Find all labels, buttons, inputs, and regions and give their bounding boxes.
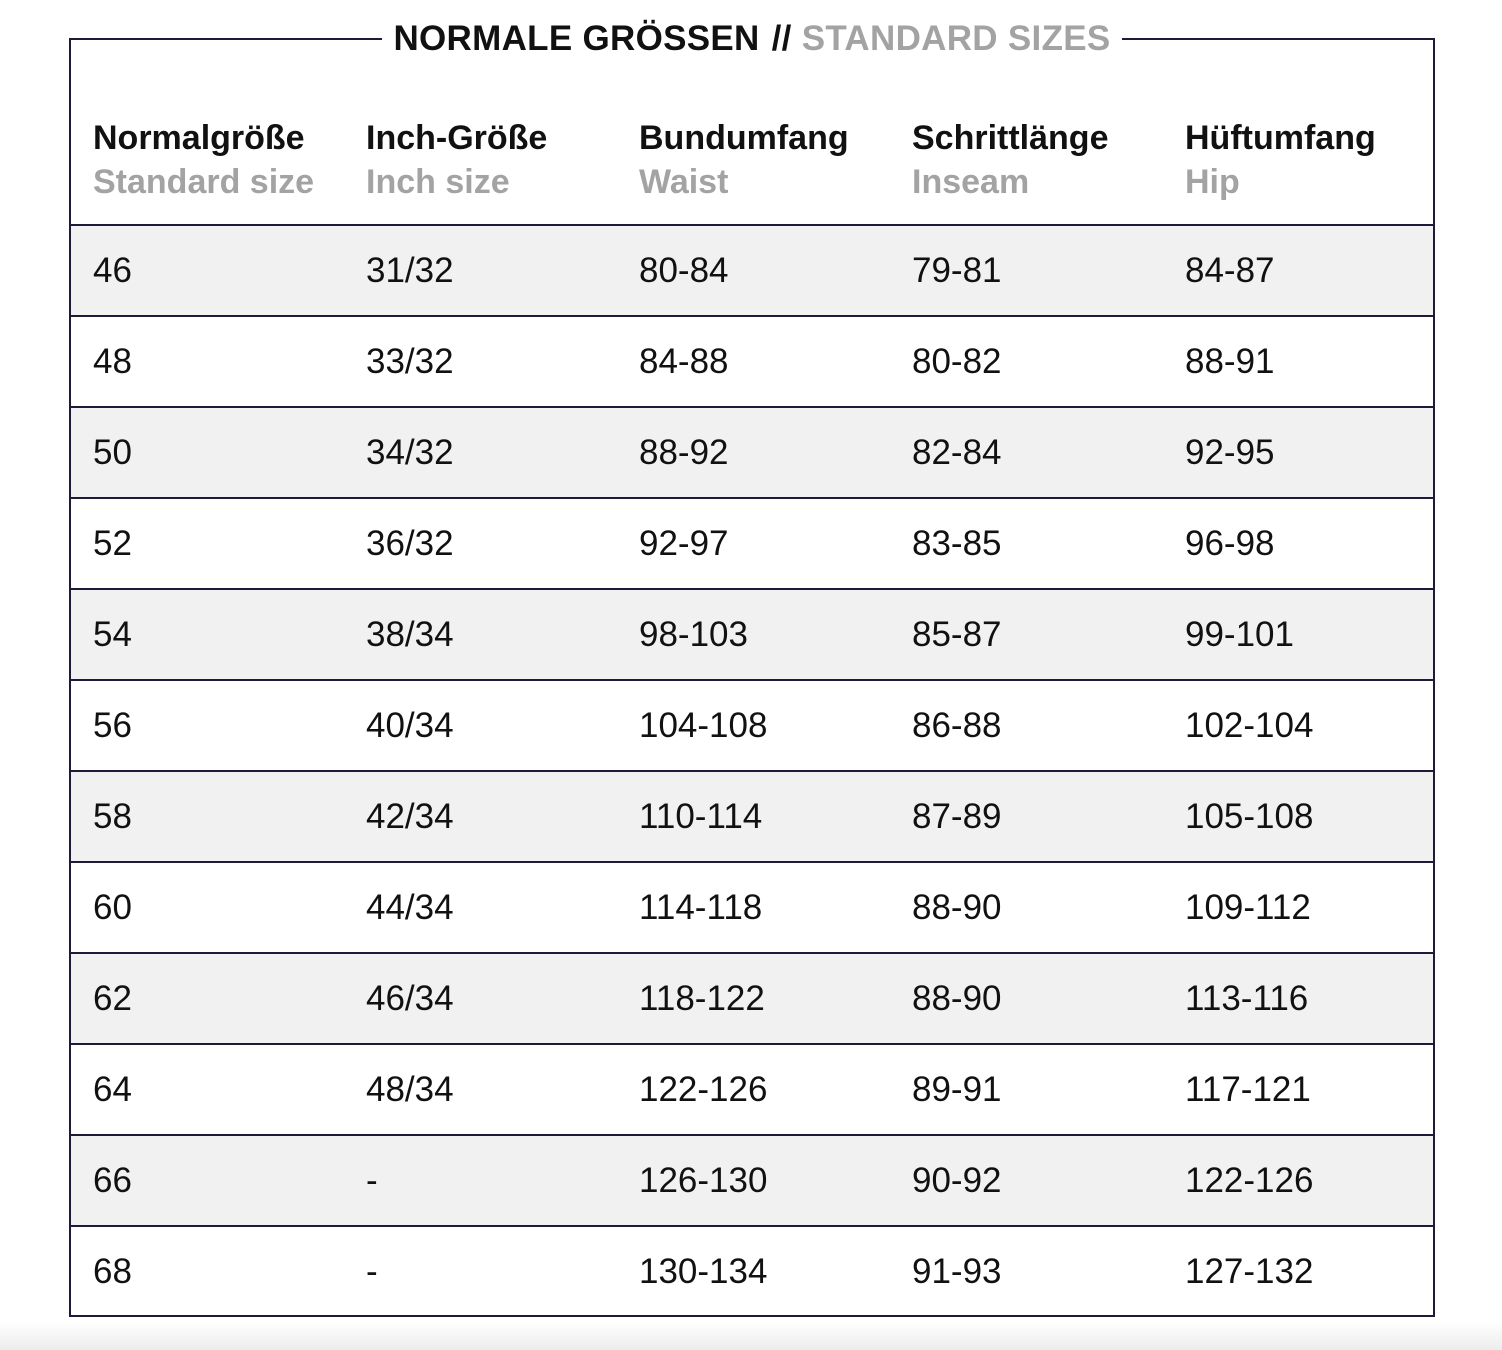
table-row [71,588,1433,679]
cell-hip: 88-91 [1185,342,1275,381]
column-header-inseam [912,116,1184,204]
table-row [71,861,1433,952]
cell-waist: 92-97 [639,524,729,563]
cell-inseam: 79-81 [912,251,1002,290]
cell-waist: 80-84 [639,251,729,290]
cell-waist: 84-88 [639,342,729,381]
cell-inch-size: 46/34 [366,979,454,1018]
column-header-inch-size [366,116,638,204]
table-row [71,1134,1433,1225]
table-row [71,952,1433,1043]
cell-standard-size: 66 [93,1161,132,1200]
table-row [71,224,1433,315]
cell-waist: 122-126 [639,1070,768,1109]
cell-inseam: 80-82 [912,342,1002,381]
cell-inch-size: 33/32 [366,342,454,381]
cell-hip: 84-87 [1185,251,1275,290]
cell-hip: 96-98 [1185,524,1275,563]
cell-inch-size: 44/34 [366,888,454,927]
cell-hip: 122-126 [1185,1161,1314,1200]
column-header-en: Inch size [366,163,510,201]
column-header-de: Hüftumfang [1185,119,1376,157]
cell-waist: 130-134 [639,1252,768,1291]
title-secondary: STANDARD SIZES [801,19,1111,58]
cell-waist: 114-118 [639,888,763,927]
size-table-frame [69,38,1435,1317]
cell-inch-size: 48/34 [366,1070,454,1109]
table-row [71,770,1433,861]
column-header-hip [1185,116,1457,204]
cell-inseam: 85-87 [912,615,1002,654]
cell-inch-size: 42/34 [366,797,454,836]
cell-inseam: 89-91 [912,1070,1002,1109]
cell-inch-size: 31/32 [366,251,454,290]
cell-waist: 126-130 [639,1161,768,1200]
cell-inseam: 88-90 [912,888,1002,927]
column-header-en: Waist [639,163,729,201]
cell-hip: 92-95 [1185,433,1275,472]
table-header [71,116,1433,224]
title-primary: NORMALE GRÖSSEN [393,19,760,58]
cell-inch-size: 34/32 [366,433,454,472]
table-body [71,224,1433,1316]
cell-standard-size: 52 [93,524,132,563]
cell-waist: 118-122 [639,979,765,1018]
column-header-standard-size [93,116,365,204]
column-header-de: Schrittlänge [912,119,1109,157]
cell-hip: 99-101 [1185,615,1294,654]
table-row [71,679,1433,770]
column-header-de: Inch-Größe [366,119,548,157]
cell-inseam: 91-93 [912,1252,1002,1291]
page-title [382,16,1122,62]
cell-hip: 127-132 [1185,1252,1314,1291]
cell-inseam: 86-88 [912,706,1002,745]
column-header-en: Inseam [912,163,1030,201]
table-row [71,497,1433,588]
cell-standard-size: 68 [93,1252,132,1291]
bottom-fade [0,1322,1502,1350]
cell-standard-size: 50 [93,433,132,472]
cell-inch-size: 38/34 [366,615,454,654]
cell-hip: 102-104 [1185,706,1314,745]
column-header-waist [639,116,911,204]
cell-hip: 117-121 [1185,1070,1311,1109]
column-header-de: Bundumfang [639,119,849,157]
cell-standard-size: 56 [93,706,132,745]
cell-standard-size: 54 [93,615,132,654]
cell-inseam: 87-89 [912,797,1002,836]
cell-inch-size: 40/34 [366,706,454,745]
cell-inseam: 83-85 [912,524,1002,563]
cell-standard-size: 62 [93,979,132,1018]
cell-waist: 110-114 [639,797,763,836]
column-header-en: Hip [1185,163,1240,201]
column-header-en: Standard size [93,163,315,201]
cell-hip: 109-112 [1185,888,1311,927]
table-row [71,1043,1433,1134]
table-row [71,1225,1433,1316]
cell-inch-size: 36/32 [366,524,454,563]
cell-waist: 104-108 [639,706,768,745]
cell-inch-size: - [366,1161,378,1200]
cell-hip: 113-116 [1185,979,1309,1018]
cell-waist: 98-103 [639,615,748,654]
title-separator: // [771,19,792,58]
cell-hip: 105-108 [1185,797,1314,836]
cell-standard-size: 46 [93,251,132,290]
cell-inseam: 88-90 [912,979,1002,1018]
cell-inch-size: - [366,1252,378,1291]
cell-standard-size: 60 [93,888,132,927]
cell-waist: 88-92 [639,433,729,472]
cell-standard-size: 58 [93,797,132,836]
cell-standard-size: 64 [93,1070,132,1109]
column-header-de: Normalgröße [93,119,305,157]
cell-inseam: 82-84 [912,433,1002,472]
table-row [71,406,1433,497]
cell-standard-size: 48 [93,342,132,381]
table-row [71,315,1433,406]
cell-inseam: 90-92 [912,1161,1002,1200]
